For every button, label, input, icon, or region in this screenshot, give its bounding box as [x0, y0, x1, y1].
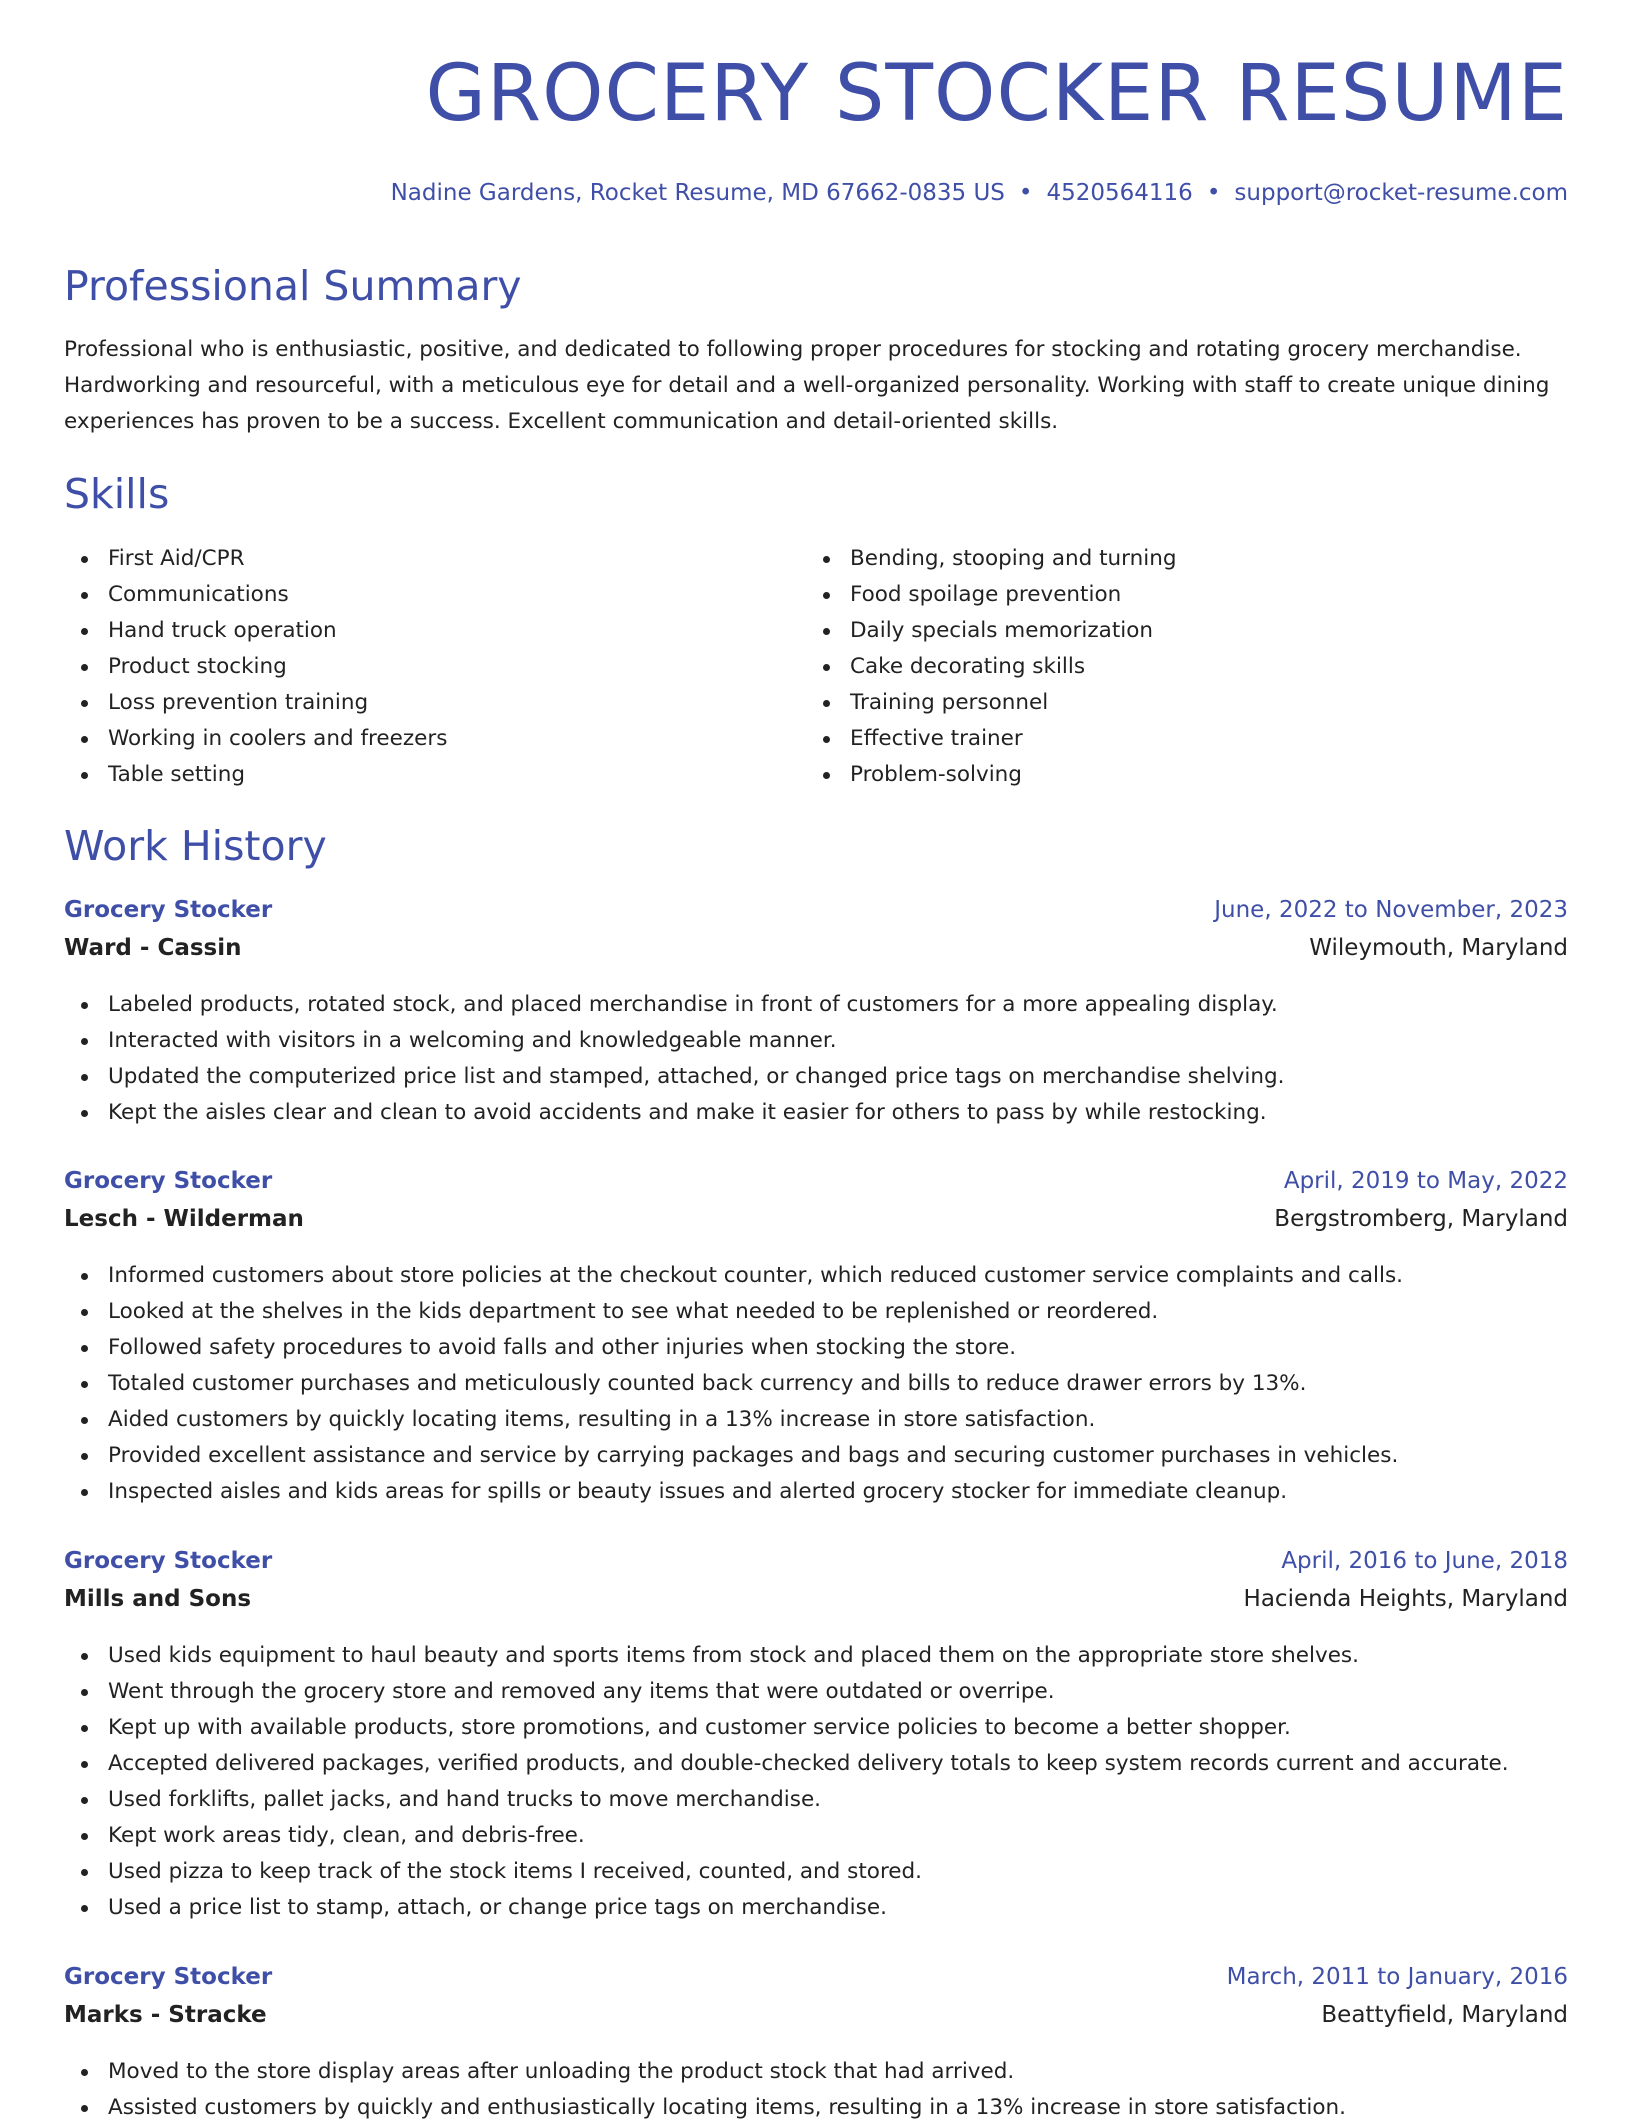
skills-right-list [806, 541, 1548, 793]
resume-title: GROCERY STOCKER RESUME [425, 49, 1568, 139]
work-history-heading: Work History [64, 822, 327, 870]
skill-item: Problem-solving [806, 757, 1548, 793]
contact-phone: 4520564116 [1046, 180, 1193, 206]
skills-left-list [64, 541, 806, 793]
skill-item: Effective trainer [806, 721, 1548, 757]
job-duty: Followed safety procedures to avoid falls and other injuries when stocking the store. [64, 1330, 1568, 1366]
skill-item: Communications [64, 577, 806, 613]
contact-email[interactable]: support@rocket-resume.com [1234, 180, 1568, 206]
job-duty: Labeled products, rotated stock, and placed merchandise in front of customers for a more appealing display. [64, 987, 1568, 1023]
job-duty: Accepted delivered packages, verified products, and double-checked delivery totals to keep system records current and accurate. [64, 1746, 1568, 1782]
job-duty: Informed customers about store policies at the checkout counter, which reduced customer service complaints and calls. [64, 1258, 1568, 1294]
job-duties-list [64, 2054, 1568, 2126]
job-company: Ward - Cassin [64, 935, 242, 961]
job-dates: April, 2019 to May, 2022 [1283, 1168, 1568, 1194]
job-entry [64, 897, 1568, 1131]
job-duty: Used forklifts, pallet jacks, and hand trucks to move merchandise. [64, 1782, 1568, 1818]
job-duty: Provided excellent assistance and service by carrying packages and bags and securing customer purchases in vehicles. [64, 1438, 1568, 1474]
contact-separator: • [1018, 180, 1033, 206]
job-dates: April, 2016 to June, 2018 [1281, 1548, 1568, 1574]
job-entry [64, 1168, 1568, 1510]
job-dates: March, 2011 to January, 2016 [1226, 1964, 1568, 1990]
job-company: Lesch - Wilderman [64, 1206, 304, 1232]
job-dates: June, 2022 to November, 2023 [1214, 897, 1568, 923]
skill-item: Product stocking [64, 649, 806, 685]
skill-item: Daily specials memorization [806, 613, 1548, 649]
contact-separator: • [1206, 180, 1221, 206]
job-duty: Totaled customer purchases and meticulously counted back currency and bills to reduce drawer errors by 13%. [64, 1366, 1568, 1402]
job-duty: Moved to the store display areas after unloading the product stock that had arrived. [64, 2054, 1568, 2090]
job-company: Mills and Sons [64, 1586, 252, 1612]
job-title: Grocery Stocker [64, 1964, 273, 1990]
job-title: Grocery Stocker [64, 1168, 273, 1194]
job-entry [64, 1964, 1568, 2126]
job-duty: Kept up with available products, store promotions, and customer service policies to become a better shopper. [64, 1710, 1568, 1746]
skill-item: Table setting [64, 757, 806, 793]
contact-address: Nadine Gardens, Rocket Resume, MD 67662-0835 US [390, 180, 1005, 206]
job-company: Marks - Stracke [64, 2002, 267, 2028]
skill-item: Bending, stooping and turning [806, 541, 1548, 577]
skill-item: Working in coolers and freezers [64, 721, 806, 757]
job-duty: Looked at the shelves in the kids department to see what needed to be replenished or reordered. [64, 1294, 1568, 1330]
job-duty: Kept the aisles clear and clean to avoid accidents and make it easier for others to pass by while restocking. [64, 1095, 1568, 1131]
job-duties-list [64, 1638, 1568, 1926]
job-entry [64, 1548, 1568, 1926]
job-duties-list [64, 987, 1568, 1131]
contact-line [391, 180, 1568, 206]
job-duty: Went through the grocery store and removed any items that were outdated or overripe. [64, 1674, 1568, 1710]
job-duty: Interacted with visitors in a welcoming and knowledgeable manner. [64, 1023, 1568, 1059]
skill-item: Cake decorating skills [806, 649, 1548, 685]
job-duty: Used pizza to keep track of the stock items I received, counted, and stored. [64, 1854, 1568, 1890]
job-location: Beattyfield, Maryland [1321, 2002, 1568, 2028]
job-duty: Used kids equipment to haul beauty and sports items from stock and placed them on the appropriate store shelves. [64, 1638, 1568, 1674]
job-duty: Aided customers by quickly locating items, resulting in a 13% increase in store satisfaction. [64, 1402, 1568, 1438]
skills-columns [64, 541, 1568, 793]
summary-heading: Professional Summary [64, 262, 522, 310]
job-duty: Used a price list to stamp, attach, or change price tags on merchandise. [64, 1890, 1568, 1926]
job-title: Grocery Stocker [64, 1548, 273, 1574]
job-duty: Updated the computerized price list and stamped, attached, or changed price tags on merchandise shelving. [64, 1059, 1568, 1095]
job-location: Hacienda Heights, Maryland [1243, 1586, 1568, 1612]
job-duty: Assisted customers by quickly and enthusiastically locating items, resulting in a 13% increase in store satisfaction. [64, 2090, 1568, 2126]
summary-text: Professional who is enthusiastic, positive, and dedicated to following proper procedures for stocking and rotating grocery merchandise. Hardworking and resourceful, with a meticulous eye for detail and a well-organized personality. Working with staff to create unique dining experiences has proven to be a success. Excellent communication and detail-oriented skills. [64, 337, 1550, 434]
job-title: Grocery Stocker [64, 897, 273, 923]
skill-item: First Aid/CPR [64, 541, 806, 577]
job-location: Bergstromberg, Maryland [1274, 1206, 1568, 1232]
skills-heading: Skills [64, 470, 170, 518]
skill-item: Hand truck operation [64, 613, 806, 649]
skill-item: Training personnel [806, 685, 1548, 721]
skill-item: Food spoilage prevention [806, 577, 1548, 613]
job-duty: Inspected aisles and kids areas for spills or beauty issues and alerted grocery stocker for immediate cleanup. [64, 1474, 1568, 1510]
job-duty: Kept work areas tidy, clean, and debris-free. [64, 1818, 1568, 1854]
job-location: Wileymouth, Maryland [1309, 935, 1568, 961]
skill-item: Loss prevention training [64, 685, 806, 721]
job-duties-list [64, 1258, 1568, 1510]
